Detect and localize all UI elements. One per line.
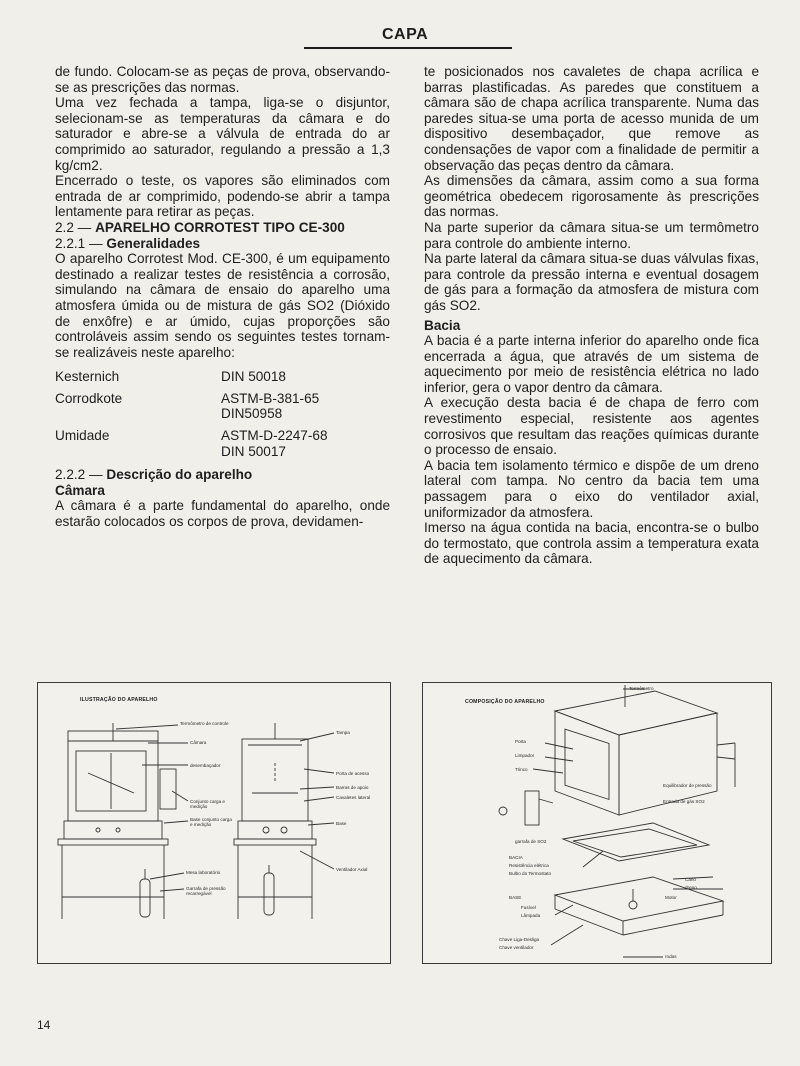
- label-porta: Porta: [515, 739, 526, 744]
- apparatus-composition-drawing: [423, 683, 771, 963]
- label-camara: Câmara: [190, 740, 207, 745]
- subsection-title: Generalidades: [106, 235, 201, 251]
- label-tampa: Tampa: [336, 730, 350, 735]
- label-equilibrador: Equilibrador de pressão: [663, 783, 712, 788]
- norm-value: DIN 50018: [221, 369, 286, 385]
- section-number: 2.2 —: [55, 219, 92, 235]
- right-paragraph-6: A execução desta bacia é de chapa de ferro com revestimento especial, resistente aos agentes corrosivos que resultam das reações químicas durante o processo de ensaio.: [424, 395, 759, 458]
- section-heading: [55, 220, 390, 236]
- label-cavaletes-lateral: Cavaletes lateral: [336, 795, 371, 800]
- label-desembacador: desembaçador: [190, 763, 221, 768]
- label-bacia: BACIA: [509, 855, 523, 860]
- label-fusivel: Fusível: [521, 905, 536, 910]
- norm-row: [55, 369, 390, 385]
- right-paragraph-5: A bacia é a parte interna inferior do aparelho onde fica encerrada a água, que através de um sistema de aquecimento por meio de resistência elétrica no lado inferior, gera o vapor dentro da câmara.: [424, 333, 759, 395]
- left-paragraph-5: A câmara é a parte fundamental do aparelho, onde estarão colocados os corpos de prova, devidamen-: [55, 498, 390, 530]
- left-column: [55, 64, 390, 530]
- label-barras-apoio: Barras de apoio: [336, 785, 369, 790]
- label-limpador: Limpador: [515, 753, 535, 758]
- right-paragraph-8: Imerso na água contida na bacia, encontra-se o bulbo do termostato, que controla assim a temperatura exata de aquecimento da câmara.: [424, 520, 759, 567]
- norm-name: Umidade: [55, 428, 110, 444]
- left-paragraph-1: de fundo. Colocam-se as peças de prova, observando-se as prescrições das normas.: [55, 64, 390, 95]
- label-ventilador-axial: Ventilador Axial: [336, 867, 368, 872]
- right-paragraph-2: As dimensões da câmara, assim como a sua forma geométrica obedecem rigorosamente às prescrições das normas.: [424, 173, 759, 220]
- norms-table: [55, 369, 390, 459]
- right-paragraph-4: Na parte lateral da câmara situa-se duas válvulas fixas, para controle da pressão interna e eventual dosagem de gás para a formação da atmosfera de mistura com gás SO2.: [424, 251, 759, 313]
- page-number: 14: [37, 1018, 51, 1032]
- label-garrafa-pressao: Garrafa de pressão recarregável: [186, 886, 226, 896]
- label-chave-liga-desliga: Chave Liga-Desliga: [499, 937, 540, 942]
- page-header-title: CAPA: [382, 26, 429, 43]
- label-termometro-controle: Termômetro de controle: [180, 721, 229, 726]
- label-base-conjunto: Base conjunto carga e medição: [190, 817, 232, 827]
- right-paragraph-7: A bacia tem isolamento térmico e dispõe de um dreno lateral com tampa. No centro da bacia tem uma passagem para o eixo do ventilador axial, uniformizador da atmosfera.: [424, 457, 759, 520]
- label-entrada-gas: Entrada de gás SO2: [663, 799, 705, 804]
- norm-row: [55, 391, 390, 422]
- label-bulbo-termostato: Bulbo do Termostato: [509, 871, 552, 876]
- subsection-heading: [55, 236, 390, 252]
- subsection-number: 2.2.1 —: [55, 235, 103, 251]
- figure-apparatus-illustration: [37, 682, 391, 964]
- section-title: APARELHO CORROTEST TIPO CE-300: [95, 219, 345, 235]
- label-lampada: Lâmpada: [521, 913, 541, 918]
- label-rodas: rodas: [665, 954, 677, 959]
- norm-name: Kesternich: [55, 369, 120, 385]
- label-cano: Cano: [685, 877, 696, 882]
- figure-apparatus-composition: [422, 682, 772, 964]
- label-mesa-laboratorio: Mesa laboratório: [186, 870, 221, 875]
- right-paragraph-3: Na parte superior da câmara situa-se um termômetro para controle do ambiente interno.: [424, 219, 759, 251]
- right-paragraph-1: te posicionados nos cavaletes de chapa acrílica e barras plastificadas. As paredes que constituem a câmara são de chapa acrílica transparente. Numa das paredes situa-se uma porta de acesso munida de um dispositivo desembaçador, que remove as condensações de vapor com a finalidade de permitir a observação das peças dentro da câmara.: [424, 64, 759, 173]
- subsection2-number: 2.2.2 —: [55, 467, 103, 483]
- figure-right-caption: COMPOSIÇÃO DO APARELHO: [465, 699, 545, 705]
- label-porta-acesso: Porta de acesso: [336, 771, 370, 776]
- subsection2-heading: [55, 467, 390, 483]
- header-rule: [304, 47, 512, 49]
- left-paragraph-4: O aparelho Corrotest Mod. CE-300, é um equipamento destinado a realizar testes de resistência a corrosão, simulando na câmara de ensaio do aparelho uma atmosfera úmida ou de mistura de gás SO2 (Dióxido de enxôfre) e ar úmido, cujas proporções são controláveis assim sendo os seguintes testes tornam-se realizáveis neste aparelho:: [55, 251, 390, 360]
- norm-row: [55, 428, 390, 459]
- label-chave-ventilador: Chave ventilador: [499, 945, 534, 950]
- left-paragraph-2: Uma vez fechada a tampa, liga-se o disjuntor, selecionam-se as temperaturas da câmara e do saturador e abre-se a válvula de entrada do ar comprimido ao saturador, regulando a pressão a 1,3 kg/cm2.: [55, 95, 390, 173]
- label-base: Base: [336, 821, 347, 826]
- label-termometro: Termômetro: [629, 686, 654, 691]
- label-trinco: Trinco: [515, 767, 528, 772]
- norm-name: Corrodkote: [55, 390, 123, 406]
- label-conjunto-carga: Conjunto carga e medição: [190, 799, 225, 809]
- left-paragraph-3: Encerrado o teste, os vapores são eliminados com entrada de ar comprimido, podendo-se abrir a tampa lentamente para retirar as peças.: [55, 173, 390, 220]
- label-motor: Motor: [665, 895, 677, 900]
- camara-heading: Câmara: [55, 482, 105, 498]
- right-column: [424, 64, 759, 567]
- figure-left-caption: ILUSTRAÇÃO DO APARELHO: [80, 697, 158, 703]
- norm-value: ASTM-B-381-65 DIN50958: [221, 390, 320, 422]
- bacia-heading: Bacia: [424, 317, 461, 333]
- label-dreno: dreno: [685, 885, 697, 890]
- label-garrafa-so2: garrafa de SO2: [515, 839, 547, 844]
- subsection2-title: Descrição do aparelho: [106, 467, 253, 483]
- label-resistencia: Resistência elétrica: [509, 863, 549, 868]
- label-base: BASE: [509, 895, 522, 900]
- norm-value: ASTM-D-2247-68 DIN 50017: [221, 428, 328, 459]
